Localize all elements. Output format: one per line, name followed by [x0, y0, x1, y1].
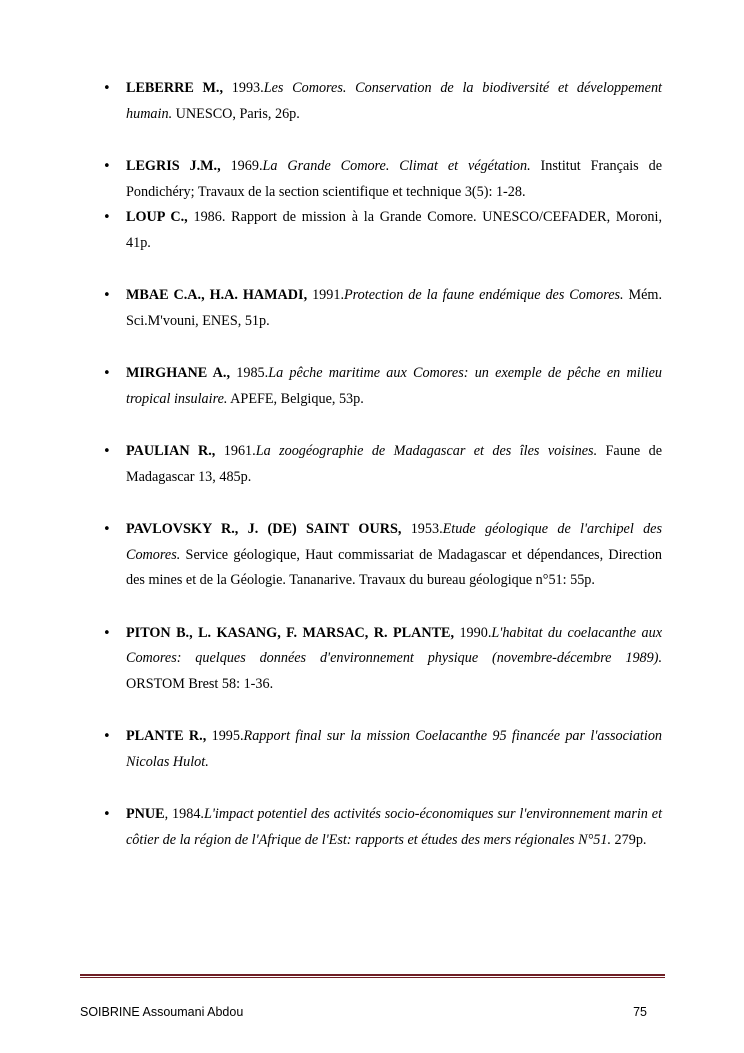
footer-author: SOIBRINE Assoumani Abdou [80, 1005, 244, 1019]
reference-item [126, 724, 662, 775]
reference-year: , 1984. [164, 806, 204, 822]
reference-author: PNUE [126, 806, 165, 822]
reference-details: Service géologique, Haut commissariat de Madagascar et dépendances, Direction des mines et de la Géologie. Tananarive. Travaux du bureau géologique n°51: 55p. [126, 546, 662, 588]
reference-year: 1969. [220, 158, 263, 174]
reference-details: Rapport de mission à la Grande Comore. UNESCO/CEFADER, Moroni, 41p. [126, 209, 663, 251]
reference-author: PLANTE R., [126, 728, 207, 744]
reference-author: MIRGHANE A., [126, 365, 230, 381]
reference-title: Etude géologique de l'archipel des Comores. [126, 521, 663, 563]
reference-item [126, 802, 662, 853]
reference-title: La Grande Comore. Climat et végétation. [262, 158, 531, 174]
page-number: 75 [633, 1005, 647, 1019]
reference-author: LEBERRE M., [126, 80, 224, 96]
reference-item [126, 361, 662, 412]
reference-item [126, 205, 662, 256]
reference-author: PITON B., L. KASANG, F. MARSAC, R. PLANTE, [126, 624, 455, 641]
reference-item [126, 439, 662, 490]
reference-details: 279p. [611, 831, 647, 848]
reference-author: LOUP C., [126, 209, 188, 225]
reference-item [126, 283, 662, 334]
reference-title: L'habitat du coelacanthe aux Comores: quelques données d'environnement physique (novembre-décembre 1989). [126, 624, 662, 666]
reference-title: Les Comores. Conservation de la biodiversité et développement humain. [126, 80, 663, 122]
reference-author: LEGRIS J.M., [126, 158, 221, 174]
reference-details: Mém. Sci.M'vouni, ENES, 51p. [126, 287, 663, 329]
reference-title: Rapport final sur la mission Coelacanthe 95 financée par l'association Nicolas Hulot. [126, 728, 663, 770]
reference-details: Faune de Madagascar 13, 485p. [126, 443, 663, 485]
reference-year: 1985. [230, 365, 269, 381]
footer-divider [80, 974, 665, 978]
reference-details: APEFE, Belgique, 53p. [227, 390, 364, 407]
reference-author: PAULIAN R., [126, 443, 216, 459]
reference-item [126, 154, 662, 205]
reference-title: L'impact potentiel des activités socio-économiques sur l'environnement marin et côtier de la région de l'Afrique de l'Est: rapports et études des mers régionales N°51. [126, 806, 663, 848]
reference-author: MBAE C.A., H.A. HAMADI, [126, 287, 308, 303]
reference-year: 1995. [206, 728, 244, 744]
reference-details: Institut Français de Pondichéry; Travaux de la section scientifique et technique 3(5): 1-28. [126, 158, 663, 200]
reference-year: 1990. [454, 624, 492, 641]
reference-item [126, 621, 662, 698]
reference-title: La pêche maritime aux Comores: un exemple de pêche en milieu tropical insulaire. [126, 365, 662, 407]
reference-year: 1991. [307, 287, 344, 303]
reference-title: La zoogéographie de Madagascar et des îles voisines. [255, 443, 598, 459]
reference-item [126, 517, 662, 594]
reference-list [0, 76, 744, 853]
reference-year: 1961. [215, 443, 256, 459]
reference-details: ORSTOM Brest 58: 1-36. [126, 675, 274, 692]
reference-details: UNESCO, Paris, 26p. [172, 105, 300, 122]
reference-year: 1986. [187, 209, 226, 225]
reference-year: 1953. [401, 521, 443, 537]
reference-author: PAVLOVSKY R., J. (DE) SAINT OURS, [126, 521, 402, 537]
reference-item [126, 76, 662, 127]
reference-title: Protection de la faune endémique des Comores. [344, 287, 624, 303]
reference-year: 1993. [223, 80, 264, 96]
